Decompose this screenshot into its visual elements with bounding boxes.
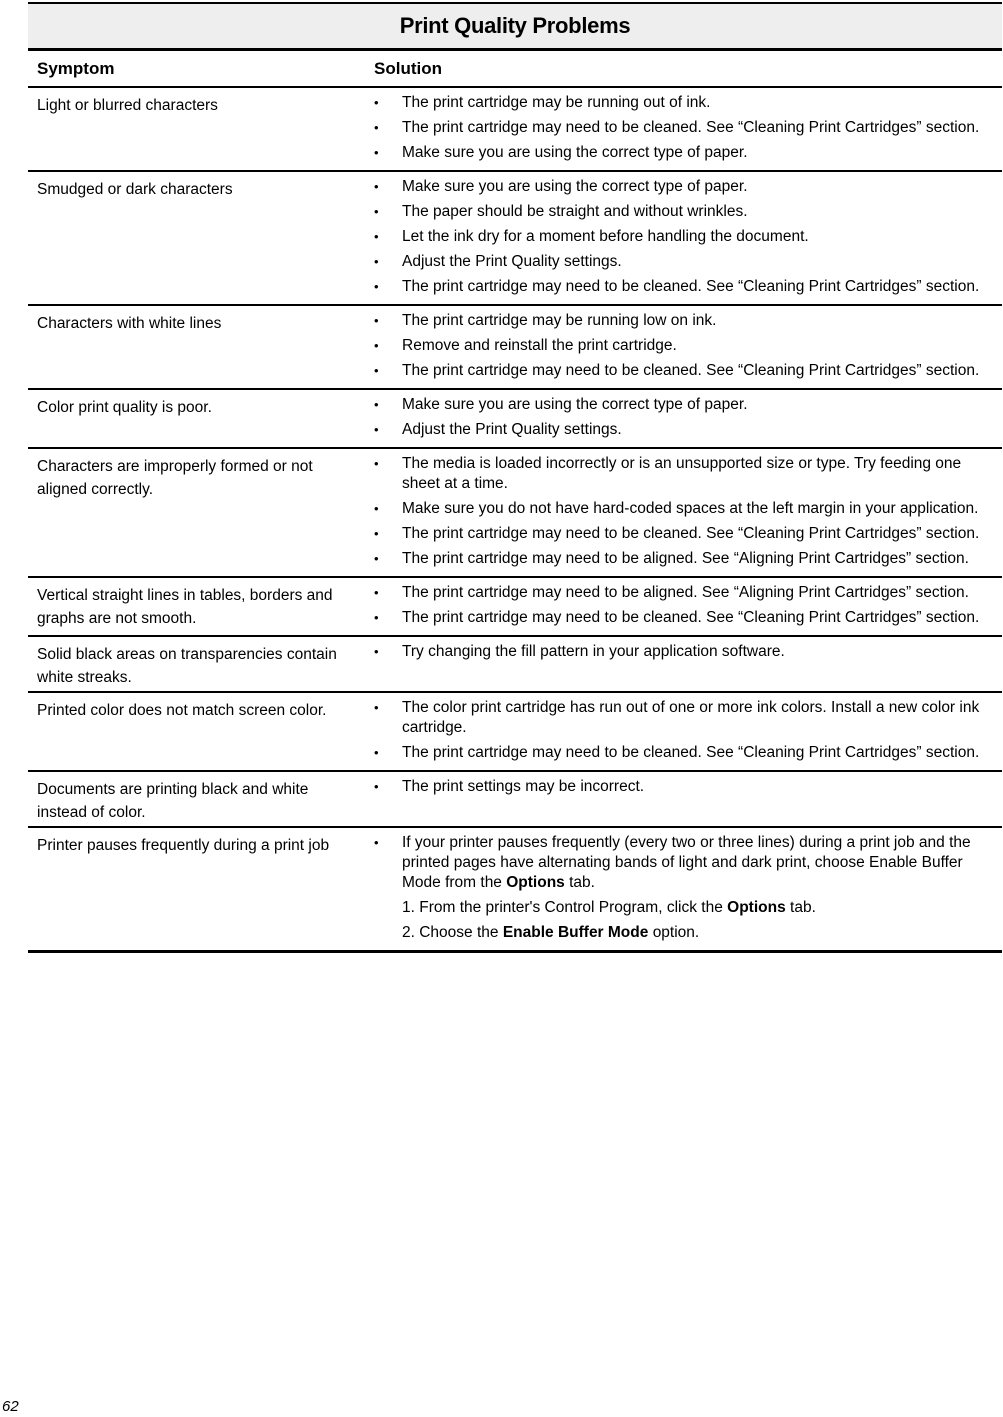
solution-cell xyxy=(365,454,1002,574)
table-row xyxy=(28,578,1002,637)
table-row xyxy=(28,828,1002,953)
symptom-cell: Color print quality is poor. xyxy=(37,399,212,416)
solution-item xyxy=(365,608,1002,628)
solution-item xyxy=(365,420,1002,440)
bullet-icon: • xyxy=(374,313,379,328)
symptom-cell: Characters with white lines xyxy=(37,315,222,332)
solution-text: Make sure you do not have hard-coded spaces at the left margin in your application. xyxy=(402,500,979,517)
symptom-cell: Printed color does not match screen color. xyxy=(37,702,327,719)
enable-buffer-mode-ref: Enable Buffer Mode xyxy=(502,924,649,941)
solution-text: The print cartridge may need to be cleaned. See “Cleaning Print Cartridges” section. xyxy=(402,362,980,379)
table-row xyxy=(28,772,1002,828)
table-header-row xyxy=(28,51,1002,88)
bullet-icon: • xyxy=(374,501,379,516)
solution-item xyxy=(365,395,1002,415)
solution-item xyxy=(365,777,1002,797)
bullet-icon: • xyxy=(374,179,379,194)
solution-text: Adjust the Print Quality settings. xyxy=(402,253,622,270)
bullet-icon: • xyxy=(374,363,379,378)
solution-item xyxy=(365,177,1002,197)
symptom-cell: Characters are improperly formed or not aligned correctly. xyxy=(37,458,313,498)
solution-text: The print cartridge may need to be cleaned. See “Cleaning Print Cartridges” section. xyxy=(402,119,980,136)
bullet-icon: • xyxy=(374,779,379,794)
page-number: 62 xyxy=(2,1398,19,1415)
bullet-icon: • xyxy=(374,397,379,412)
table-row xyxy=(28,449,1002,578)
solution-text: Make sure you are using the correct type of paper. xyxy=(402,178,748,195)
solution-item xyxy=(365,454,1002,494)
table-row xyxy=(28,390,1002,449)
solution-item xyxy=(365,499,1002,519)
table-row xyxy=(28,637,1002,693)
solution-item xyxy=(365,549,1002,569)
solution-text: The print cartridge may need to be cleaned. See “Cleaning Print Cartridges” section. xyxy=(402,609,980,626)
bullet-icon: • xyxy=(374,254,379,269)
bullet-icon: • xyxy=(374,835,379,850)
solution-cell xyxy=(365,311,1002,386)
solution-text-end: tab. xyxy=(569,874,595,891)
solution-header: Solution xyxy=(374,58,442,78)
solution-item xyxy=(365,833,1002,893)
step-2: 2. Choose the Enable Buffer Mode option. xyxy=(402,924,700,941)
table-title: Print Quality Problems xyxy=(28,2,1002,51)
solution-item xyxy=(365,583,1002,603)
solution-item xyxy=(365,336,1002,356)
solution-text: The media is loaded incorrectly or is an unsupported size or type. Try feeding one sheet at a time. xyxy=(402,455,962,492)
solution-item xyxy=(365,361,1002,381)
bullet-icon: • xyxy=(374,204,379,219)
solution-text: The print cartridge may need to be cleaned. See “Cleaning Print Cartridges” section. xyxy=(402,525,980,542)
bullet-icon: • xyxy=(374,338,379,353)
symptom-header: Symptom xyxy=(37,58,115,78)
solution-item xyxy=(365,743,1002,763)
solution-text: Make sure you are using the correct type of paper. xyxy=(402,144,748,161)
solution-text: Adjust the Print Quality settings. xyxy=(402,421,622,438)
bullet-icon: • xyxy=(374,610,379,625)
solution-item xyxy=(365,252,1002,272)
bullet-icon: • xyxy=(374,422,379,437)
solution-item xyxy=(365,143,1002,163)
symptom-cell: Solid black areas on transparencies contain white streaks. xyxy=(37,646,337,686)
solution-text: The paper should be straight and without wrinkles. xyxy=(402,203,748,220)
bullet-icon: • xyxy=(374,551,379,566)
solution-text: Try changing the fill pattern in your application software. xyxy=(402,643,785,660)
bullet-icon: • xyxy=(374,145,379,160)
solution-cell xyxy=(365,395,1002,445)
solution-text: The print cartridge may need to be cleaned. See “Cleaning Print Cartridges” section. xyxy=(402,278,980,295)
bullet-icon: • xyxy=(374,279,379,294)
solution-text: The print cartridge may need to be cleaned. See “Cleaning Print Cartridges” section. xyxy=(402,744,980,761)
table-body xyxy=(28,88,1002,828)
solution-cell xyxy=(365,642,1002,689)
solution-cell xyxy=(365,833,1002,948)
solution-text: Let the ink dry for a moment before handling the document. xyxy=(402,228,809,245)
symptom-cell: Light or blurred characters xyxy=(37,97,218,114)
solution-item xyxy=(365,93,1002,113)
solution-text: The print cartridge may be running low on ink. xyxy=(402,312,717,329)
bullet-icon: • xyxy=(374,229,379,244)
solution-text: Make sure you are using the correct type of paper. xyxy=(402,396,748,413)
solution-item xyxy=(365,642,1002,662)
table-row xyxy=(28,693,1002,772)
solution-text: The color print cartridge has run out of one or more ink colors. Install a new color ink cartridge. xyxy=(402,699,980,736)
solution-cell xyxy=(365,583,1002,633)
solution-text: If your printer pauses frequently (every two or three lines) during a print job and the printed pages have alternating bands of light and dark print, choose Enable Buffer Mode from the xyxy=(402,834,971,891)
solution-item xyxy=(365,698,1002,738)
solution-cell xyxy=(365,93,1002,168)
solution-item xyxy=(365,311,1002,331)
solution-text: Remove and reinstall the print cartridge. xyxy=(402,337,677,354)
symptom-cell: Smudged or dark characters xyxy=(37,181,233,198)
solution-cell xyxy=(365,777,1002,824)
solution-item xyxy=(365,202,1002,222)
solution-text: The print cartridge may be running out of ink. xyxy=(402,94,711,111)
bullet-icon: • xyxy=(374,585,379,600)
bullet-icon: • xyxy=(374,745,379,760)
symptom-cell: Vertical straight lines in tables, borders and graphs are not smooth. xyxy=(37,587,333,627)
bullet-icon: • xyxy=(374,456,379,471)
solution-item xyxy=(365,118,1002,138)
solution-text: The print cartridge may need to be aligned. See “Aligning Print Cartridges” section. xyxy=(402,584,969,601)
table-row xyxy=(28,172,1002,306)
options-tab-ref: Options xyxy=(506,874,565,891)
options-tab-ref: Options xyxy=(727,899,786,916)
solution-cell xyxy=(365,698,1002,768)
table-row xyxy=(28,88,1002,172)
solution-item xyxy=(365,524,1002,544)
solution-item xyxy=(365,227,1002,247)
bullet-icon: • xyxy=(374,120,379,135)
solution-cell xyxy=(365,177,1002,302)
solution-item xyxy=(365,277,1002,297)
bullet-icon: • xyxy=(374,526,379,541)
bullet-icon: • xyxy=(374,700,379,715)
symptom-cell: Printer pauses frequently during a print job xyxy=(37,837,330,854)
print-quality-table xyxy=(28,2,1002,953)
bullet-icon: • xyxy=(374,95,379,110)
solution-text: The print cartridge may need to be aligned. See “Aligning Print Cartridges” section. xyxy=(402,550,969,567)
table-row xyxy=(28,306,1002,390)
bullet-icon: • xyxy=(374,644,379,659)
solution-text: The print settings may be incorrect. xyxy=(402,778,645,795)
step-1: 1. From the printer's Control Program, click the Options tab. xyxy=(402,899,816,916)
symptom-cell: Documents are printing black and white instead of color. xyxy=(37,781,309,821)
